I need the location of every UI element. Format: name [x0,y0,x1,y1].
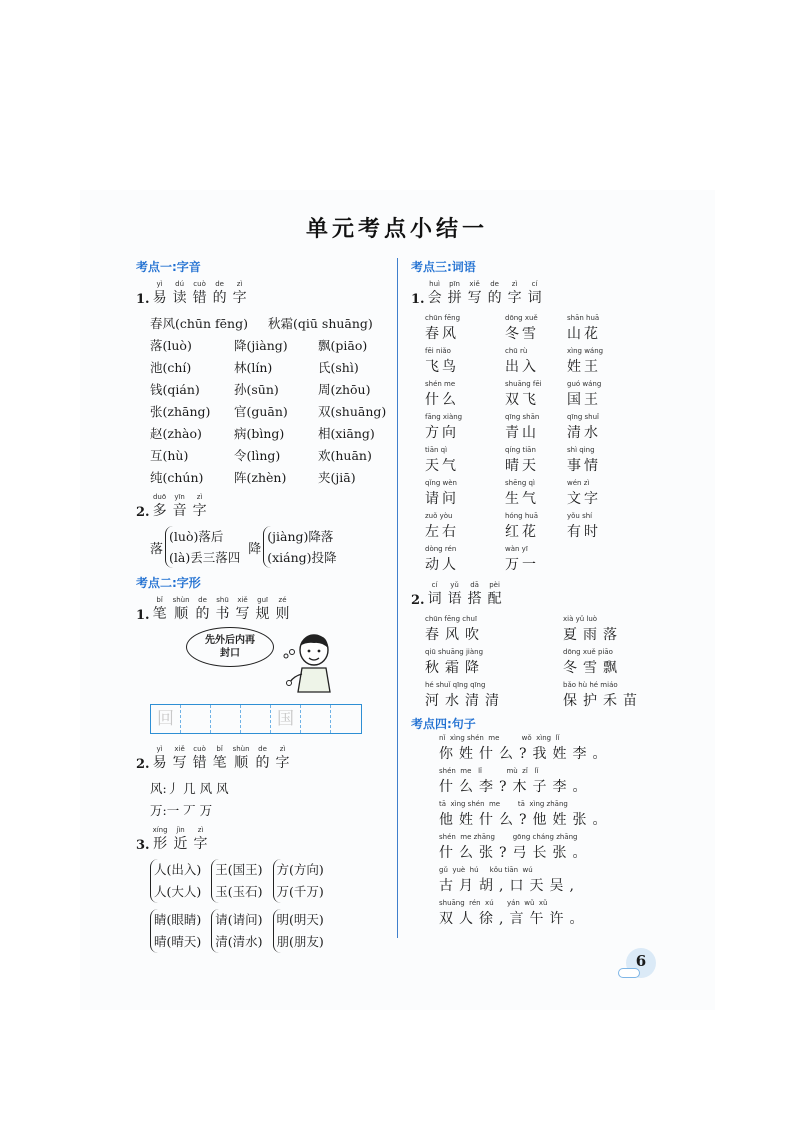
page-title: 单元考点小结一 [305,216,488,242]
list-item: 钱(qián) [150,382,200,397]
writing-practice-grid [150,704,362,734]
section-title-shape: 考点二:字形 [136,576,201,590]
word-item: fāng xiàng 方向 [425,413,463,441]
word-item: xìng wáng 姓王 [567,347,604,375]
list-item: 互(hù) [150,448,189,463]
word-item: zuǒ yòu 左右 [425,512,459,540]
ruby-char: bǐ 笔 [212,745,227,771]
error-prone-heading [136,745,386,772]
word-item: guó wáng 国王 [567,380,602,408]
grid-cell: 国 [271,705,301,733]
grid-cell [331,705,361,733]
similar-chars-row [136,909,386,953]
sentence-line: nǐ xìng shén me wǒ xìng lǐ 你姓什么?我姓李。 [439,734,613,762]
word-item: wén zì 文字 [567,479,601,507]
similar-chars-row [136,859,386,903]
similar-pair: 人(出入) 人(大人) [150,859,201,903]
list-item: 春风(chūn fēng) [150,316,248,331]
list-item: 相(xiāng) [318,426,375,441]
sentence-line: shén me lǐ mù zǐ lǐ 什么李?木子李。 [439,767,593,795]
ruby-char: cuò 错 [192,745,207,771]
stroke-rule-heading [136,596,386,623]
word-item: shuāng fēi 双飞 [505,380,542,408]
stroke-order-wan: 万:一 丆 万 [150,803,213,818]
question-number: 1. [136,292,150,307]
list-item: 飘(piāo) [318,338,368,353]
word-item: chūn fēng 春风 [425,314,461,342]
phrase-item: hé shuǐ qīng qīng 河水清清 [425,681,505,709]
section-title-pronunciation: 考点一:字音 [136,260,201,274]
word-item: shì qing 事情 [567,446,601,474]
section-title-sentences: 考点四:句子 [411,717,476,731]
grid-cell: 回 [151,705,181,733]
pronunciation-list [136,313,386,489]
question-number: 1. [411,292,425,307]
grid-cell [241,705,271,733]
list-item: 夹(jiā) [318,470,356,485]
left-column [136,256,386,953]
section-title-words: 考点三:词语 [411,260,476,274]
list-item: 赵(zhào) [150,426,202,441]
list-item: 纯(chún) [150,470,204,485]
word-item: chū rù 出入 [505,347,539,375]
ruby-char: dú 读 [172,280,187,306]
word-item: hóng huā 红花 [505,512,539,540]
ruby-char: bǐ 笔 [152,596,167,622]
word-item: qīng shuǐ 清水 [567,413,601,441]
ruby-char: xiě 写 [235,596,250,622]
ruby-char: xíng 形 [152,826,168,852]
ruby-char: yì 易 [152,280,167,306]
polyphone-brace [263,526,336,568]
ruby-char: zé 则 [275,596,290,622]
ruby-char: huì 会 [427,280,442,306]
list-item: 降(jiàng) [234,338,288,353]
question-2-heading [136,493,386,520]
ruby-char: shùn 顺 [232,745,250,771]
word-item: yǒu shí 有时 [567,512,601,540]
word-item: dōng xuě 冬雪 [505,314,539,342]
page-number-badge [618,948,658,982]
list-item: 池(chí) [150,360,192,375]
word-match-list [411,614,661,713]
speech-bubble: 先外后内再 封口 [186,627,274,667]
question-number: 3. [136,838,150,853]
ruby-char: de 的 [487,280,502,306]
phrase-item: qiū shuāng jiàng 秋霜降 [425,648,485,676]
polyphone-reading: (xiáng)投降 [267,550,337,565]
list-item: 欢(huān) [318,448,372,463]
ruby-char: jìn 近 [173,826,188,852]
list-item: 周(zhōu) [318,382,371,397]
polyphone-reading: (là)丢三落四 [169,550,241,565]
sentence-line: shén me zhāng gōng cháng zhāng 什么张?弓长张。 [439,833,593,861]
question-number: 2. [136,757,150,772]
word-item: dòng rén 动人 [425,545,459,573]
list-item: 秋霜(qiū shuāng) [268,316,373,331]
similar-pair: 睛(眼睛) 晴(晴天) [150,909,201,953]
phrase-item: xià yǔ luò 夏雨落 [563,615,623,643]
ruby-char: zì 字 [193,826,208,852]
ruby-char: de 的 [255,745,270,771]
list-item: 张(zhāng) [150,404,211,419]
phrase-item: dōng xuě piāo 冬雪飘 [563,648,623,676]
grid-cell [211,705,241,733]
question-number: 1. [136,608,150,623]
polyphone-group [136,526,386,568]
list-item: 双(shuāng) [318,404,387,419]
ruby-char: cí 词 [427,581,442,607]
ruby-char: zì 字 [275,745,290,771]
stroke-order-feng: 风:丿 几 风 风 [150,781,229,796]
sentence-line: shuāng rén xú yán wǔ xǔ 双人徐,言午许。 [439,899,590,927]
sentence-line: tā xìng shén me tā xìng zhāng 他姓什么?他姓张。 [439,800,613,828]
ruby-char: xiě 写 [467,280,482,306]
word-match-heading [411,581,661,608]
word-item: shān huā 山花 [567,314,601,342]
ruby-char: guī 规 [255,596,270,622]
polyphone-char: 降 [248,541,262,557]
similar-pair: 王(国王) 玉(玉石) [211,859,262,903]
ruby-char: de 的 [212,280,227,306]
boy-illustration-icon [280,630,336,694]
similar-pair: 方(方向) 万(千万) [273,859,324,903]
polyphone-reading: (jiàng)降落 [267,529,334,544]
question-1-heading [136,280,386,307]
word-item: shén me 什么 [425,380,459,408]
ruby-char: yǔ 语 [447,581,462,607]
ruby-char: xiě 写 [172,745,187,771]
ruby-char: yīn 音 [172,493,187,519]
word-item: wàn yī 万一 [505,545,539,573]
word-item: tiān qì 天气 [425,446,459,474]
polyphone-brace [165,526,240,568]
word-item: fēi niǎo 飞鸟 [425,347,459,375]
phrase-item: bǎo hù hé miáo 保护禾苗 [563,681,643,709]
word-list [411,313,661,577]
words-heading [411,280,661,307]
ruby-char: cuò 错 [192,280,207,306]
list-item: 落(luò) [150,338,192,353]
question-number: 2. [136,505,150,520]
polyphone-reading: (luò)落后 [169,529,224,544]
ruby-char: shùn 顺 [172,596,190,622]
word-item: shēng qì 生气 [505,479,539,507]
list-item: 阵(zhèn) [234,470,287,485]
similar-pair: 请(请问) 清(清水) [211,909,262,953]
list-item: 令(lìng) [234,448,281,463]
ruby-char: zì 字 [192,493,207,519]
list-item: 病(bìng) [234,426,285,441]
grid-cell [301,705,331,733]
ruby-char: pīn 拼 [447,280,462,306]
word-item: qíng tiān 晴天 [505,446,539,474]
ruby-char: pèi 配 [487,581,502,607]
similar-pair: 明(明天) 朋(朋友) [273,909,324,953]
ruby-char: cí 词 [527,280,542,306]
ruby-char: yì 易 [152,745,167,771]
similar-chars-heading [136,826,386,853]
list-item: 氏(shì) [318,360,359,375]
right-column [411,256,661,931]
polyphone-char: 落 [150,541,164,557]
ruby-char: duō 多 [152,493,167,519]
ruby-char: dā 搭 [467,581,482,607]
question-number: 2. [411,593,425,608]
ruby-char: shū 书 [215,596,230,622]
ruby-char: zì 字 [232,280,247,306]
ruby-char: zì 字 [507,280,522,306]
page-number: 6 [635,952,647,970]
word-item: qǐng wèn 请问 [425,479,459,507]
word-item: qīng shān 青山 [505,413,540,441]
list-item: 孙(sūn) [234,382,279,397]
list-item: 林(lín) [234,360,273,375]
phrase-item: chūn fēng chuī 春风吹 [425,615,485,643]
grid-cell [181,705,211,733]
sentence-line: gǔ yuè hú kǒu tiān wú 古月胡,口天吴, [439,866,580,894]
list-item: 官(guān) [234,404,288,419]
ruby-char: de 的 [195,596,210,622]
